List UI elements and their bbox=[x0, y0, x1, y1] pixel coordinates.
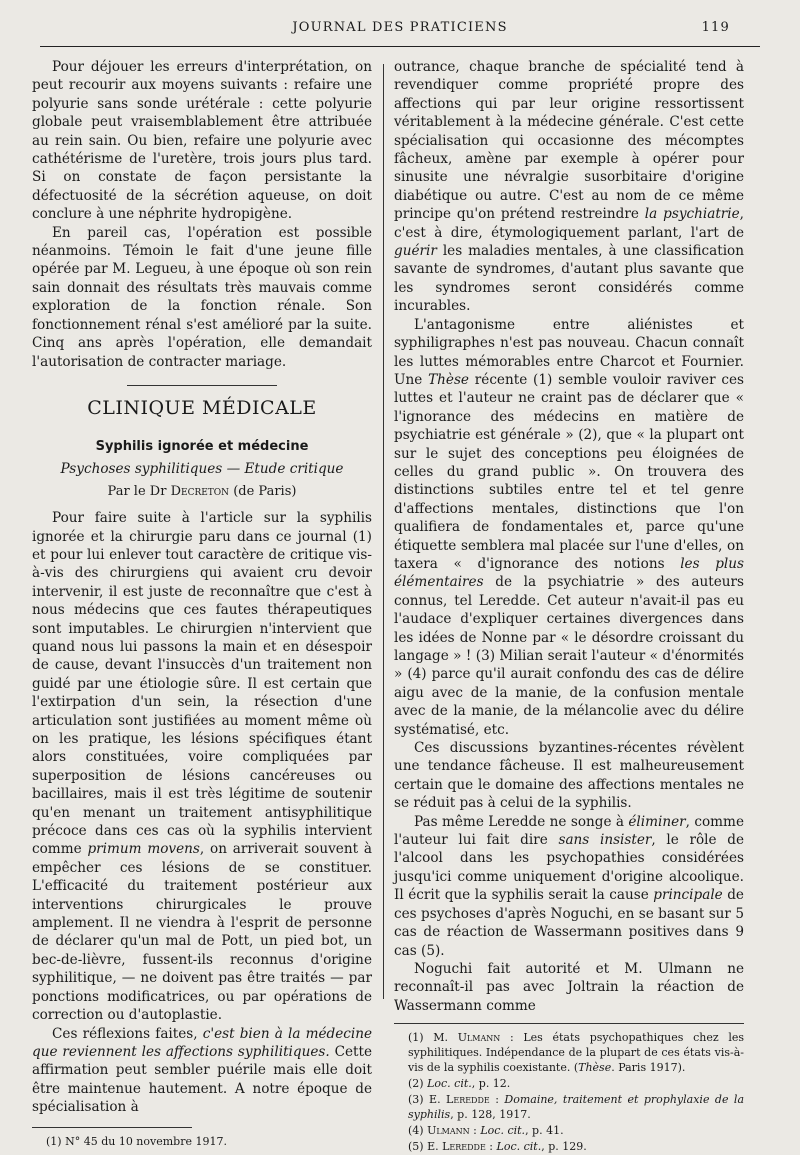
paragraph bbox=[32, 1025, 372, 1117]
footnote-rule bbox=[32, 1127, 192, 1128]
fn-italic: Thèse bbox=[578, 1061, 612, 1075]
fn-text: (1) M. bbox=[408, 1031, 449, 1045]
article-title: Syphilis ignorée et médecine bbox=[95, 438, 309, 454]
journal-title: JOURNAL DES PRATICIENS bbox=[292, 20, 508, 35]
italic-run: la psychiatrie bbox=[644, 206, 740, 223]
fn-text: : bbox=[495, 1093, 499, 1107]
fn-author: Leredde bbox=[442, 1140, 486, 1154]
header-rule bbox=[40, 46, 760, 47]
fn-text: . Paris 1917). bbox=[611, 1061, 686, 1075]
text-run: de la psychiatrie » des auteurs connus, tel Leredde. Cet auteur n'avait-il pas eu l'audace d'expliquer certaines divergences dans les idées de Nonne par « le désordre croissant du langage » ! (3) Milian serait l'auteur « d'énormités » (4) parce qu'il aurait confondu des cas de délire aigu avec de la manie, de la confusion mentale avec de la manie, de la mélancolie avec du délire systématisé, etc. bbox=[394, 574, 744, 738]
text-run: L'antagonisme entre aliénistes et syphiligraphes n'est pas nouveau. Chacun connaît les luttes mémorables entre Charcot et Fournier. Une bbox=[394, 316, 744, 388]
author-name: Decreton bbox=[170, 483, 230, 499]
footnote bbox=[394, 1030, 744, 1075]
fn-author: Ulmann bbox=[457, 1031, 501, 1045]
text-run: , on arriverait souvent à empêcher ces lésions de se constituer. L'efficacité du traitement postérieur aux interventions chirurgicales le prouve amplement. Il ne viendra à l'esprit de personne de déclarer qu'un mal de Pott, un pied bot, un bec-de-lièvre, fussent-ils reconnus d'origine syphilitique, — ne doivent pas être traités — par ponctions modificatrices, ou par opérations de correction ou d'autoplastie. bbox=[32, 841, 372, 1024]
fn-author: Ulmann bbox=[427, 1124, 470, 1138]
footnotes bbox=[394, 1030, 744, 1154]
byline-suffix: (de Paris) bbox=[233, 483, 297, 499]
fn-text: , p. 12. bbox=[471, 1077, 511, 1091]
paragraph bbox=[394, 58, 744, 316]
fn-text: : bbox=[489, 1140, 494, 1154]
footnote bbox=[394, 1092, 744, 1122]
text-run: les maladies mentales, à une classification savante de syndromes, d'autant plus savante que les syndromes seront considérés comme incurables. bbox=[394, 243, 745, 315]
section-rule bbox=[127, 385, 277, 386]
paragraph: Pour déjouer les erreurs d'interprétation, on peut recourir aux moyens suivants : refaire une polyurie sans sonde urétérale : cette polyurie globale peut vraisemblablement être attribuée au rein sain. Ou bien, refaire une polyurie avec cathétérisme de l'uretère, trois jours plus tard. Si on constate de façon persistante la défectuosité de la sécrétion aqueuse, on doit conclure à une néphrite hydropigène. bbox=[32, 59, 372, 223]
fn-text: (3) E. bbox=[408, 1093, 441, 1107]
text-run: Pas même Leredde ne songe à bbox=[414, 813, 624, 830]
text-run: Pour faire suite à l'article sur la syphilis ignorée et la chirurgie paru dans ce journal (1) et pour lui enlever tout caractère de critique vis-à-vis des chirurgiens qui avaient cru devoir intervenir, il est juste de reconnaître que c'est à nous médecins que ces fautes thérapeutiques sont imputables. Le chirurgien n'intervient que quand nous lui passons la main et en désespoir de cause, devant l'insuccès d'un traitement non guidé par une étiologie sûre. Il est certain que l'extirpation d'un sein, la résection d'une articulation sont justifiées au moment même où on les pratique, les lésions spécifiques étant alors constituées, voire compliquées par superposition de lésions cancéreuses ou bacillaires, mais il est très légitime de soutenir qu'en menant un traitement antisyphilitique précoce dans ces cas où la syphilis intervient comme bbox=[32, 510, 372, 858]
fn-text: , p. 41. bbox=[525, 1124, 564, 1138]
italic-run: Thèse bbox=[428, 371, 469, 388]
left-column bbox=[32, 58, 372, 1150]
byline bbox=[32, 483, 372, 501]
right-column bbox=[394, 58, 744, 1155]
italic-run: guérir bbox=[394, 243, 437, 260]
fn-italic: Loc. cit. bbox=[427, 1077, 472, 1091]
paragraph bbox=[32, 509, 372, 1024]
fn-text: , p. 128, 1917. bbox=[450, 1108, 531, 1122]
paragraph: Noguchi fait autorité et M. Ulmann ne reconnaît-il pas avec Joltrain la réaction de Wassermann comme bbox=[394, 960, 744, 1014]
fn-italic: Domaine, traitement et prophylaxie de la syphilis bbox=[408, 1093, 745, 1122]
paragraph: En pareil cas, l'opération est possible néanmoins. Témoin le fait d'une jeune fille opérée par M. Legueu, à une époque où son rein sain donnait des résultats très mauvais comme exploration de la fonction rénale. Son fonctionnement rénal s'est amélioré par la suite. Cinq ans après l'opération, elle demandait l'autorisation de contracter mariage. bbox=[32, 224, 372, 370]
footnote bbox=[394, 1076, 744, 1091]
text-run: , c'est à dire, étymologiquement parlant, l'art de bbox=[394, 206, 744, 241]
footnote-rule bbox=[394, 1023, 744, 1024]
fn-author: Leredde bbox=[446, 1093, 490, 1107]
fn-text: : bbox=[473, 1124, 477, 1138]
fn-italic: Loc. cit. bbox=[496, 1140, 542, 1154]
footnote bbox=[394, 1139, 744, 1154]
page-number: 119 bbox=[701, 20, 730, 35]
text-run: , comme l'auteur lui fait dire bbox=[394, 813, 744, 849]
fn-text: , p. 129. bbox=[541, 1140, 587, 1154]
fn-text: : Les états psychopathiques chez les syphilitiques. Indépendance de la plupart de ces états vis-à-vis de la syphilis coexistante. ( bbox=[408, 1031, 744, 1075]
byline-prefix: Par le Dr bbox=[107, 483, 167, 499]
italic-run: c'est bien à la médecine que reviennent les affections syphilitiques. bbox=[32, 1025, 373, 1060]
fn-text: (2) bbox=[408, 1077, 424, 1091]
italic-run: primum movens bbox=[87, 841, 200, 858]
text-run: Cette affirmation peut sembler puérile mais elle doit être maintenue hautement. A notre époque de spécialisation à bbox=[32, 1043, 372, 1116]
italic-run: les plus élémentaires bbox=[394, 555, 744, 591]
text-run: Ces réflexions faites, bbox=[52, 1025, 198, 1042]
footnote: (1) N° 45 du 10 novembre 1917. bbox=[46, 1134, 227, 1148]
paragraph bbox=[394, 813, 744, 960]
running-header bbox=[40, 20, 760, 42]
section-title: CLINIQUE MÉDICALE bbox=[87, 396, 317, 419]
italic-run: éliminer bbox=[628, 813, 686, 830]
paragraph: Ces discussions byzantines-récentes révèlent une tendance fâcheuse. Il est malheureusement certain que le domaine des affections mentales ne se réduit pas à celui de la syphilis. bbox=[394, 740, 744, 812]
italic-run: sans insister bbox=[558, 832, 652, 849]
italic-run: principale bbox=[653, 887, 723, 904]
text-run: , le rôle de l'alcool dans les psychopathies considérées jusqu'ici comme uniquement d'origine alcoolique. Il écrit que la syphilis serait la cause bbox=[394, 832, 744, 904]
footnote bbox=[394, 1123, 744, 1138]
article-subtitle: Psychoses syphilitiques — Etude critique bbox=[60, 461, 344, 478]
column-divider bbox=[383, 64, 384, 999]
text-run: récente (1) semble vouloir raviver ces luttes et l'auteur ne craint pas de déclarer que « l'ignorance des médecins en matière de psychiatrie est générale » (2), que « la plupart ont sur le sujet des conceptions peu éloignées de celles du grand public ». On trouvera des distinctions subtiles entre tel et tel genre d'affections mentales, distinctions que l'on qualifiera de fondamentales et, parce qu'une étiquette semblera mal placée sur l'une d'elles, on taxera « d'ignorance des notions bbox=[394, 371, 745, 572]
fn-italic: Loc. cit. bbox=[480, 1124, 526, 1138]
footnotes bbox=[32, 1134, 372, 1149]
fn-text: (4) bbox=[408, 1124, 424, 1138]
paragraph bbox=[394, 316, 744, 739]
text-run: outrance, chaque branche de spécialité tend à revendiquer comme propriété propre des affections qui par leur origine ressortissent véritablement à la médecine générale. C'est cette spécialisation qui occasionne des mécomptes fâcheux, amène par exemple à opérer pour sinusite une névralgie susorbitaire d'origine diabétique ou autre. C'est au nom de ce même principe qu'on prétend restreindre bbox=[394, 59, 744, 223]
fn-text: (5) E. bbox=[408, 1140, 439, 1154]
text-run: de ces psychoses d'après Noguchi, en se basant sur 5 cas de réaction de Wassermann positives dans 9 cas (5). bbox=[394, 887, 744, 959]
